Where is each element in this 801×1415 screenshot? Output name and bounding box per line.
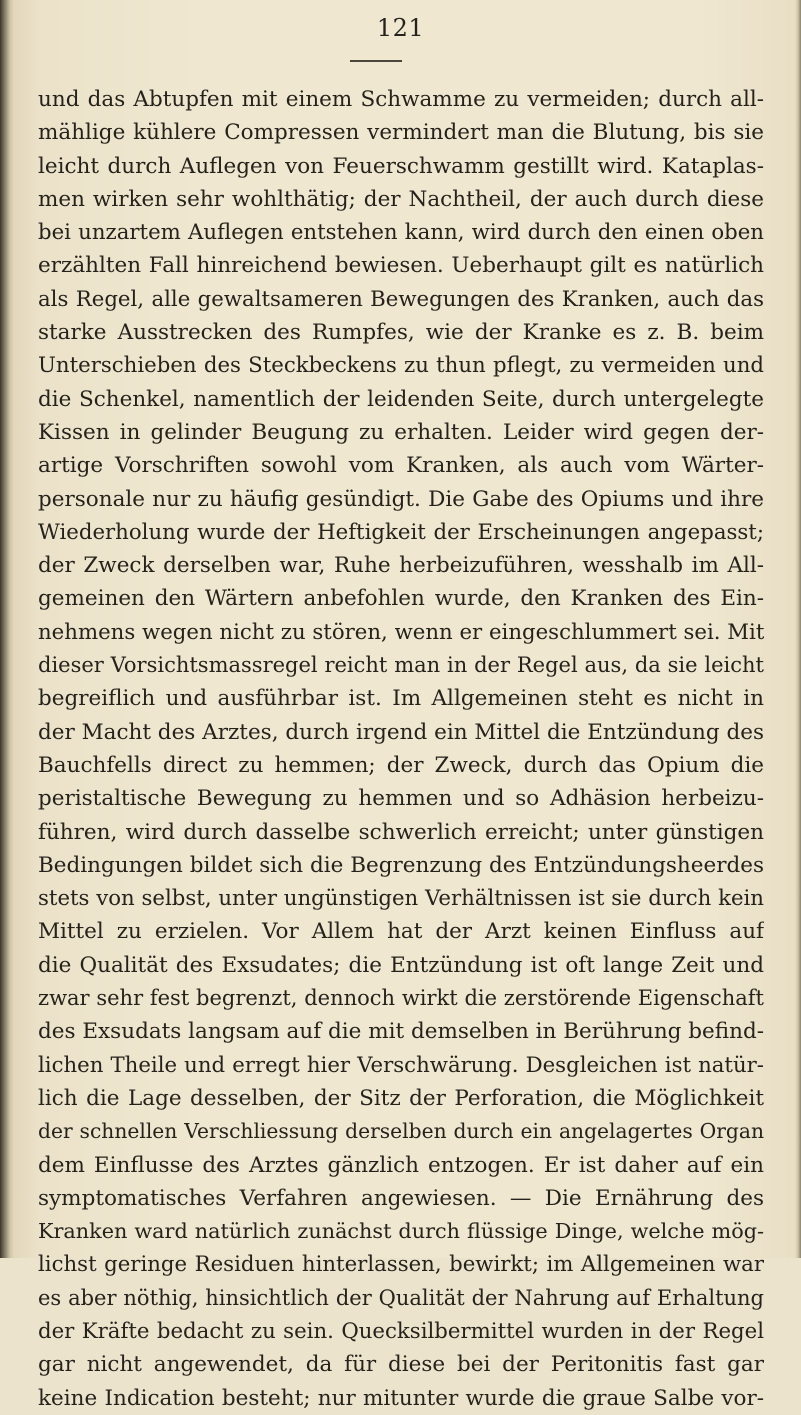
- text-line: peristaltische Bewegung zu hemmen und so Adhäsion herbeizu-: [38, 786, 764, 812]
- text-line: men wirken sehr wohlthätig; der Nachtheil, der auch durch diese: [38, 186, 764, 212]
- text-line: lichst geringe Residuen hinterlassen, bewirkt; im Allgemeinen war: [38, 1252, 764, 1278]
- text-line: leicht durch Auflegen von Feuerschwamm gestillt wird. Kataplas-: [38, 153, 764, 179]
- text-line: artige Vorschriften sowohl vom Kranken, als auch vom Wärter-: [38, 453, 764, 479]
- text-line: Kranken ward natürlich zunächst durch flüssige Dinge, welche mög-: [38, 1219, 764, 1244]
- text-line: Unterschieben des Steckbeckens zu thun pflegt, zu vermeiden und: [38, 353, 764, 379]
- text-line: der schnellen Verschliessung derselben durch ein angelagertes Organ: [38, 1119, 764, 1144]
- text-line: bei unzartem Auflegen entstehen kann, wird durch den einen oben: [38, 220, 764, 246]
- text-line: der Macht des Arztes, durch irgend ein Mittel die Entzündung des: [38, 719, 764, 745]
- binding-gutter-shadow: [0, 0, 14, 1258]
- text-line: Wiederholung wurde der Heftigkeit der Erscheinungen angepasst;: [38, 519, 764, 545]
- text-line: personale nur zu häufig gesündigt. Die Gabe des Opiums und ihre: [38, 486, 764, 512]
- text-line: Bauchfells direct zu hemmen; der Zweck, durch das Opium die: [38, 752, 764, 778]
- text-line: es aber nöthig, hinsichtlich der Qualität der Nahrung auf Erhaltung: [38, 1285, 764, 1310]
- page-number: 121: [376, 14, 425, 42]
- text-line: symptomatisches Verfahren angewiesen. — Die Ernährung des: [38, 1185, 764, 1211]
- text-line: begreiflich und ausführbar ist. Im Allgemeinen steht es nicht in: [38, 686, 764, 712]
- text-line: keine Indication besteht; nur mitunter wurde die graue Salbe vor-: [38, 1385, 764, 1411]
- text-line: Bedingungen bildet sich die Begrenzung des Entzündungsheerdes: [38, 852, 764, 878]
- text-line: dem Einflusse des Arztes gänzlich entzogen. Er ist daher auf ein: [38, 1152, 764, 1178]
- text-line: zwar sehr fest begrenzt, dennoch wirkt die zerstörende Eigenschaft: [38, 986, 764, 1011]
- text-line: die Schenkel, namentlich der leidenden Seite, durch untergelegte: [38, 386, 764, 412]
- text-line: mählige kühlere Compressen vermindert man die Blutung, bis sie: [38, 120, 764, 146]
- text-line: des Exsudats langsam auf die mit demselben in Berührung befind-: [38, 1019, 764, 1045]
- text-line: nehmens wegen nicht zu stören, wenn er eingeschlummert sei. Mit: [38, 619, 764, 645]
- text-line: die Qualität des Exsudates; die Entzündung ist oft lange Zeit und: [38, 952, 764, 978]
- text-line: der Zweck derselben war, Ruhe herbeizuführen, wesshalb im All-: [38, 553, 764, 579]
- text-line: der Kräfte bedacht zu sein. Quecksilbermittel wurden in der Regel: [38, 1318, 764, 1344]
- text-line: als Regel, alle gewaltsameren Bewegungen des Kranken, auch das: [38, 286, 764, 312]
- text-line: dieser Vorsichtsmassregel reicht man in der Regel aus, da sie leicht: [38, 653, 764, 678]
- text-line: und das Abtupfen mit einem Schwamme zu vermeiden; durch all-: [38, 87, 764, 112]
- text-line: lichen Theile und erregt hier Verschwärung. Desgleichen ist natür-: [38, 1052, 764, 1078]
- text-line: stets von selbst, unter ungünstigen Verhältnissen ist sie durch kein: [38, 886, 764, 912]
- text-line: erzählten Fall hinreichend bewiesen. Ueberhaupt gilt es natürlich: [38, 253, 764, 279]
- text-line: starke Ausstrecken des Rumpfes, wie der Kranke es z. B. beim: [38, 320, 764, 346]
- body-paragraph: [38, 83, 764, 1415]
- text-line: lich die Lage desselben, der Sitz der Perforation, die Möglichkeit: [38, 1085, 764, 1111]
- text-line: führen, wird durch dasselbe schwerlich erreicht; unter günstigen: [38, 819, 764, 845]
- page-right-edge: [795, 0, 801, 1258]
- text-line: Mittel zu erzielen. Vor Allem hat der Arzt keinen Einfluss auf: [38, 919, 764, 945]
- text-line: gar nicht angewendet, da für diese bei der Peritonitis fast gar: [38, 1352, 764, 1378]
- page-number-underline: [350, 60, 402, 62]
- text-line: gemeinen den Wärtern anbefohlen wurde, den Kranken des Ein-: [38, 586, 764, 612]
- text-line: Kissen in gelinder Beugung zu erhalten. Leider wird gegen der-: [38, 419, 764, 445]
